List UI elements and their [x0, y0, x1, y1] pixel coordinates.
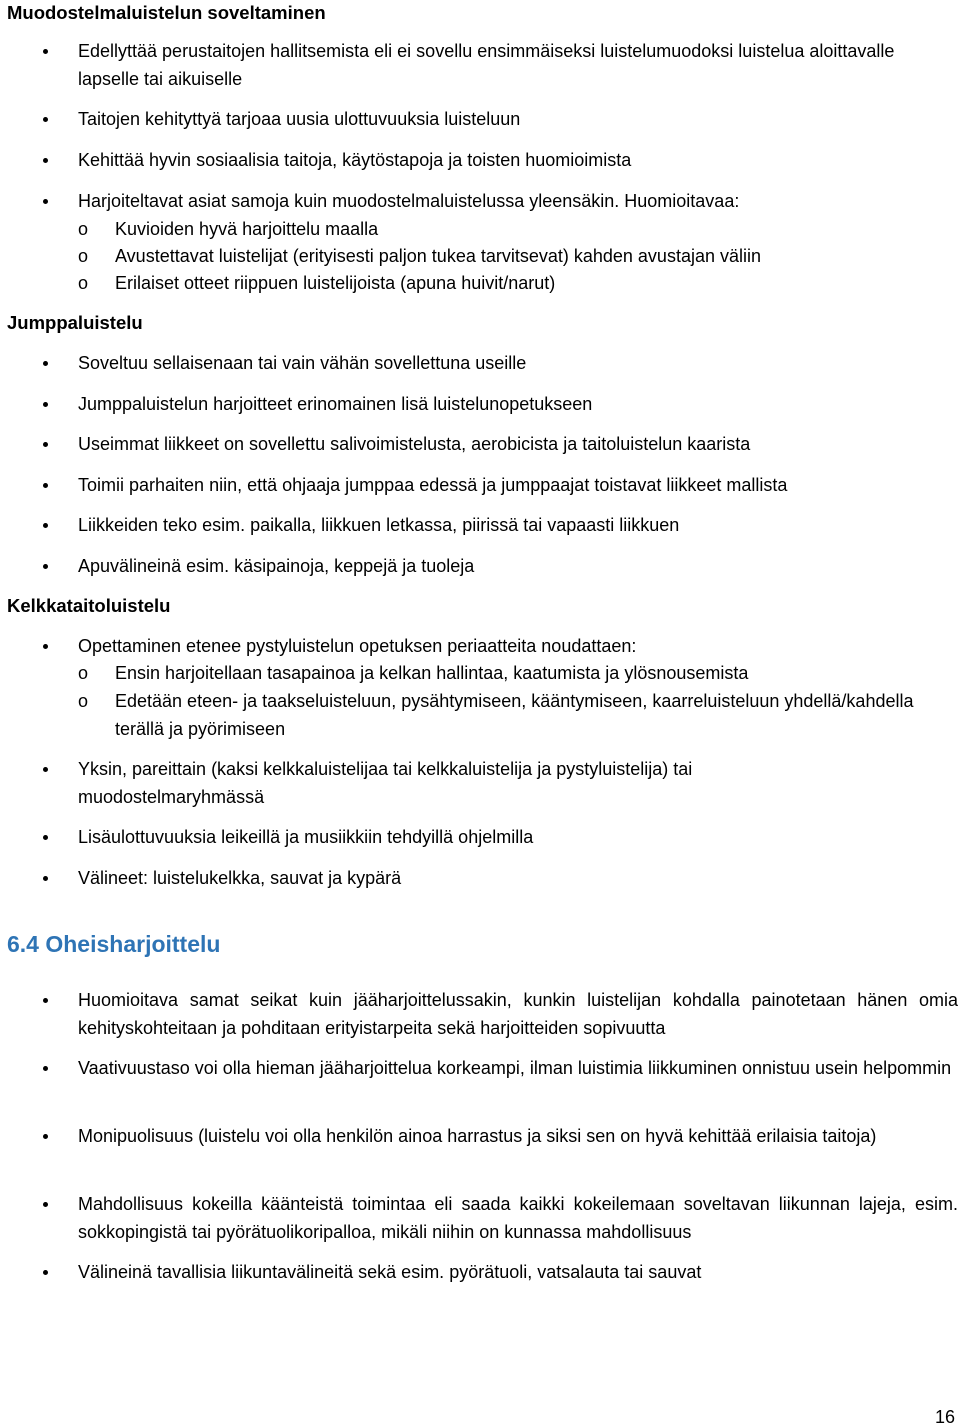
- list-item: Monipuolisuus (luistelu voi olla henkilön ainoa harrastus ja siksi sen on hyvä kehittää erilaisia taitoja): [78, 1123, 958, 1151]
- bullet-icon: [43, 199, 48, 204]
- sub-list-item: o Avustettavat luistelijat (erityisesti paljon tukea tarvitsevat) kahden avustajan väliin: [115, 243, 955, 271]
- list-item: Edellyttää perustaitojen hallitsemista eli ei sovellu ensimmäiseksi luistelumuodoksi luistelua aloittavalle lapselle tai aikuiselle: [78, 38, 958, 93]
- list-item: Välineet: luistelukelkka, sauvat ja kypärä: [78, 865, 958, 893]
- list-item: Huomioitava samat seikat kuin jääharjoittelussakin, kunkin luistelijan kohdalla painotetaan hänen omia kehityskohteitaan ja pohditaan erityistarpeita sekä harjoitteiden sopivuutta: [78, 987, 958, 1042]
- section-title-jumppaluistelu: Jumppaluistelu: [7, 312, 143, 333]
- bullet-icon: [43, 483, 48, 488]
- list-item: Opettaminen etenee pystyluistelun opetuksen periaatteita noudattaen:: [78, 633, 958, 661]
- bullet-icon: [43, 835, 48, 840]
- sub-bullet-icon: o: [78, 246, 89, 266]
- page-number: 16: [934, 1407, 955, 1427]
- bullet-icon: [43, 158, 48, 163]
- bullet-icon: [43, 564, 48, 569]
- list-item: Toimii parhaiten niin, että ohjaaja jumppaa edessä ja jumppaajat toistavat liikkeet mallista: [78, 472, 958, 500]
- bullet-icon: [43, 442, 48, 447]
- sub-bullet-icon: o: [78, 219, 89, 239]
- list-item: Liikkeiden teko esim. paikalla, liikkuen letkassa, piirissä tai vapaasti liikkuen: [78, 512, 958, 540]
- list-item: Lisäulottuvuuksia leikeillä ja musiikkiin tehdyillä ohjelmilla: [78, 824, 958, 852]
- sub-list-item: o Edetään eteen- ja taakseluisteluun, pysähtymiseen, kääntymiseen, kaarreluisteluun yhdellä/kahdella terällä ja pyörimiseen: [115, 688, 915, 743]
- list-item: Yksin, pareittain (kaksi kelkkaluistelijaa tai kelkkaluistelija ja pystyluistelija) tai muodostelmaryhmässä: [78, 756, 808, 811]
- section-title-muodostelmaluistelu: Muodostelmaluistelun soveltaminen: [7, 2, 326, 23]
- bullet-icon: [43, 998, 48, 1003]
- bullet-icon: [43, 361, 48, 366]
- list-item: Välineinä tavallisia liikuntavälineitä sekä esim. pyörätuoli, vatsalauta tai sauvat: [78, 1259, 958, 1287]
- bullet-icon: [43, 1134, 48, 1139]
- list-item: Useimmat liikkeet on sovellettu salivoimistelusta, aerobicista ja taitoluistelun kaarista: [78, 431, 958, 459]
- bullet-icon: [43, 644, 48, 649]
- sub-bullet-icon: o: [78, 273, 89, 293]
- list-item: Harjoiteltavat asiat samoja kuin muodostelmaluistelussa yleensäkin. Huomioitavaa:: [78, 188, 958, 216]
- bullet-icon: [43, 523, 48, 528]
- sub-list-item: o Kuvioiden hyvä harjoittelu maalla: [115, 216, 955, 244]
- list-item: Mahdollisuus kokeilla käänteistä toimintaa eli saada kaikki kokeilemaan soveltavan liikunnan lajeja, esim. sokkopingistä tai pyörätuolikoripalloa, mikäli niihin on kunnassa mahdollisuus: [78, 1191, 958, 1246]
- bullet-icon: [43, 402, 48, 407]
- sub-bullet-icon: o: [78, 691, 89, 711]
- list-item: Vaativuustaso voi olla hieman jääharjoittelua korkeampi, ilman luistimia liikkuminen onnistuu usein helpommin: [78, 1055, 958, 1083]
- list-item: Soveltuu sellaisenaan tai vain vähän sovellettuna useille: [78, 350, 958, 378]
- sub-list-item: o Ensin harjoitellaan tasapainoa ja kelkan hallintaa, kaatumista ja ylösnousemista: [115, 660, 955, 688]
- bullet-icon: [43, 117, 48, 122]
- list-item: Apuvälineinä esim. käsipainoja, keppejä ja tuoleja: [78, 553, 958, 581]
- list-item: Jumppaluistelun harjoitteet erinomainen lisä luistelunopetukseen: [78, 391, 958, 419]
- bullet-icon: [43, 1202, 48, 1207]
- sub-list-item: o Erilaiset otteet riippuen luistelijoista (apuna huivit/narut): [115, 270, 955, 298]
- list-item: Kehittää hyvin sosiaalisia taitoja, käytöstapoja ja toisten huomioimista: [78, 147, 958, 175]
- sub-bullet-icon: o: [78, 663, 89, 683]
- bullet-icon: [43, 1270, 48, 1275]
- list-item: Taitojen kehityttyä tarjoaa uusia ulottuvuuksia luisteluun: [78, 106, 958, 134]
- bullet-icon: [43, 1066, 48, 1071]
- section-title-kelkkataitoluistelu: Kelkkataitoluistelu: [7, 595, 171, 616]
- page-title-oheisharjoittelu: 6.4 Oheisharjoittelu: [7, 931, 221, 957]
- bullet-icon: [43, 767, 48, 772]
- bullet-icon: [43, 49, 48, 54]
- bullet-icon: [43, 876, 48, 881]
